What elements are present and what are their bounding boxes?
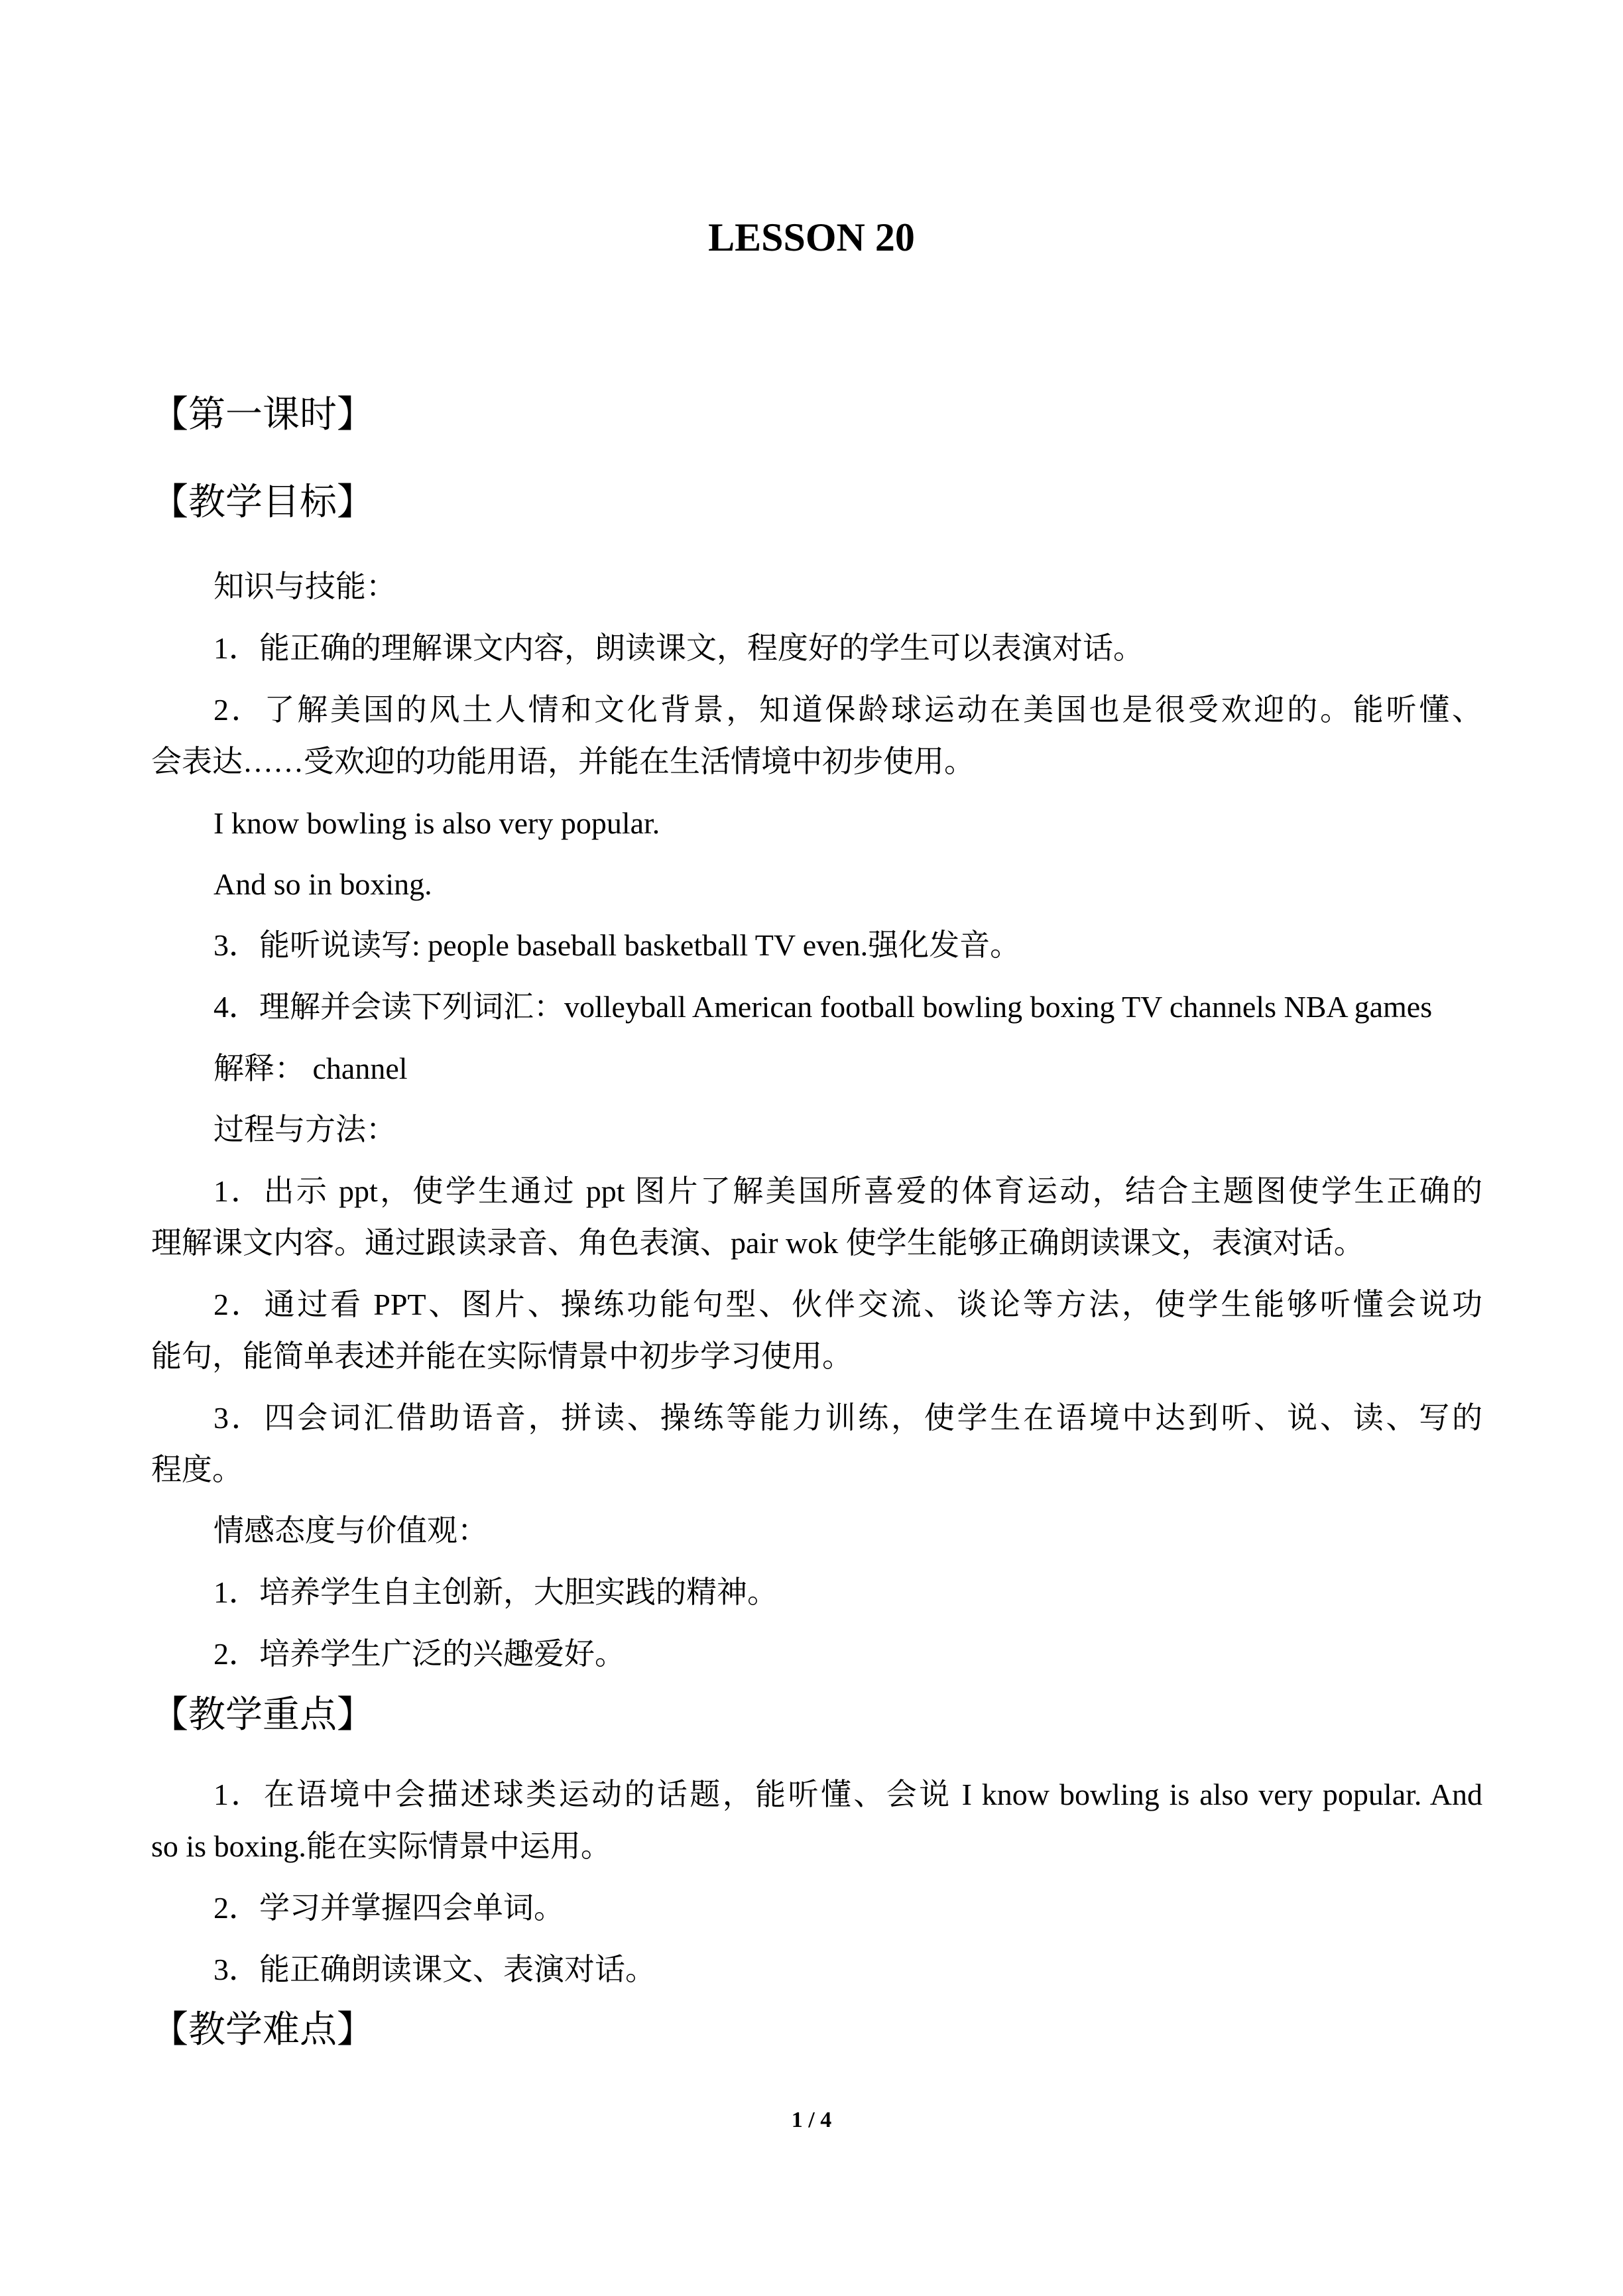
- section-heading-objectives: 【教学目标】: [151, 482, 374, 523]
- knowledge-item-4-explain: 解释： channel: [213, 1052, 408, 1085]
- emotion-label: 情感态度与价值观：: [213, 1514, 488, 1547]
- knowledge-item-1: 1．能正确的理解课文内容，朗读课文，程度好的学生可以表演对话。: [213, 631, 1144, 665]
- key-point-1-line-2: so is boxing.能在实际情景中运用。: [151, 1829, 611, 1863]
- emotion-item-1: 1．培养学生自主创新，大胆实践的精神。: [213, 1575, 778, 1609]
- knowledge-item-4: 4．理解并会读下列词汇：volleyball American football bowling boxing TV channels NBA games: [213, 990, 1433, 1024]
- process-item-2-line-2: 能句，能简单表述并能在实际情景中初步学习使用。: [151, 1339, 853, 1373]
- knowledge-item-2-line-2: 会表达……受欢迎的功能用语，并能在生活情境中初步使用。: [151, 745, 975, 778]
- page-title: LESSON 20: [708, 215, 915, 259]
- emotion-item-2: 2．培养学生广泛的兴趣爱好。: [213, 1637, 625, 1671]
- section-heading-key-points: 【教学重点】: [151, 1695, 374, 1736]
- section-heading-difficult-points: 【教学难点】: [151, 2010, 374, 2051]
- process-item-1-line-2: 理解课文内容。通过跟读录音、角色表演、pair wok 使学生能够正确朗读课文，表演对话。: [151, 1226, 1364, 1260]
- process-label: 过程与方法：: [213, 1113, 396, 1146]
- key-point-2: 2．学习并掌握四会单词。: [213, 1891, 564, 1925]
- key-point-1-line-1: 1．在语境中会描述球类运动的话题，能听懂、会说 I know bowling is also very popular. And: [213, 1778, 1482, 1811]
- example-sentence-2: And so in boxing.: [213, 867, 432, 901]
- example-sentence-1: I know bowling is also very popular.: [213, 806, 660, 840]
- knowledge-item-2-line-1: 2．了解美国的风土人情和文化背景，知道保龄球运动在美国也是很受欢迎的。能听懂、: [213, 693, 1482, 727]
- process-item-3-line-2: 程度。: [151, 1453, 243, 1486]
- section-heading-period: 【第一课时】: [151, 394, 374, 436]
- page-number: 1 / 4: [791, 2108, 832, 2132]
- process-item-2-line-1: 2．通过看 PPT、图片、操练功能句型、伙伴交流、谈论等方法，使学生能够听懂会说功: [213, 1288, 1482, 1321]
- knowledge-item-3: 3．能听说读写: people baseball basketball TV even.强化发音。: [213, 928, 1021, 962]
- key-point-3: 3．能正确朗读课文、表演对话。: [213, 1953, 656, 1986]
- process-item-1-line-1: 1．出示 ppt，使学生通过 ppt 图片了解美国所喜爱的体育运动，结合主题图使学生正确的: [213, 1174, 1482, 1208]
- process-item-3-line-1: 3．四会词汇借助语音，拼读、操练等能力训练，使学生在语境中达到听、说、读、写的: [213, 1401, 1482, 1435]
- knowledge-label: 知识与技能：: [213, 570, 396, 603]
